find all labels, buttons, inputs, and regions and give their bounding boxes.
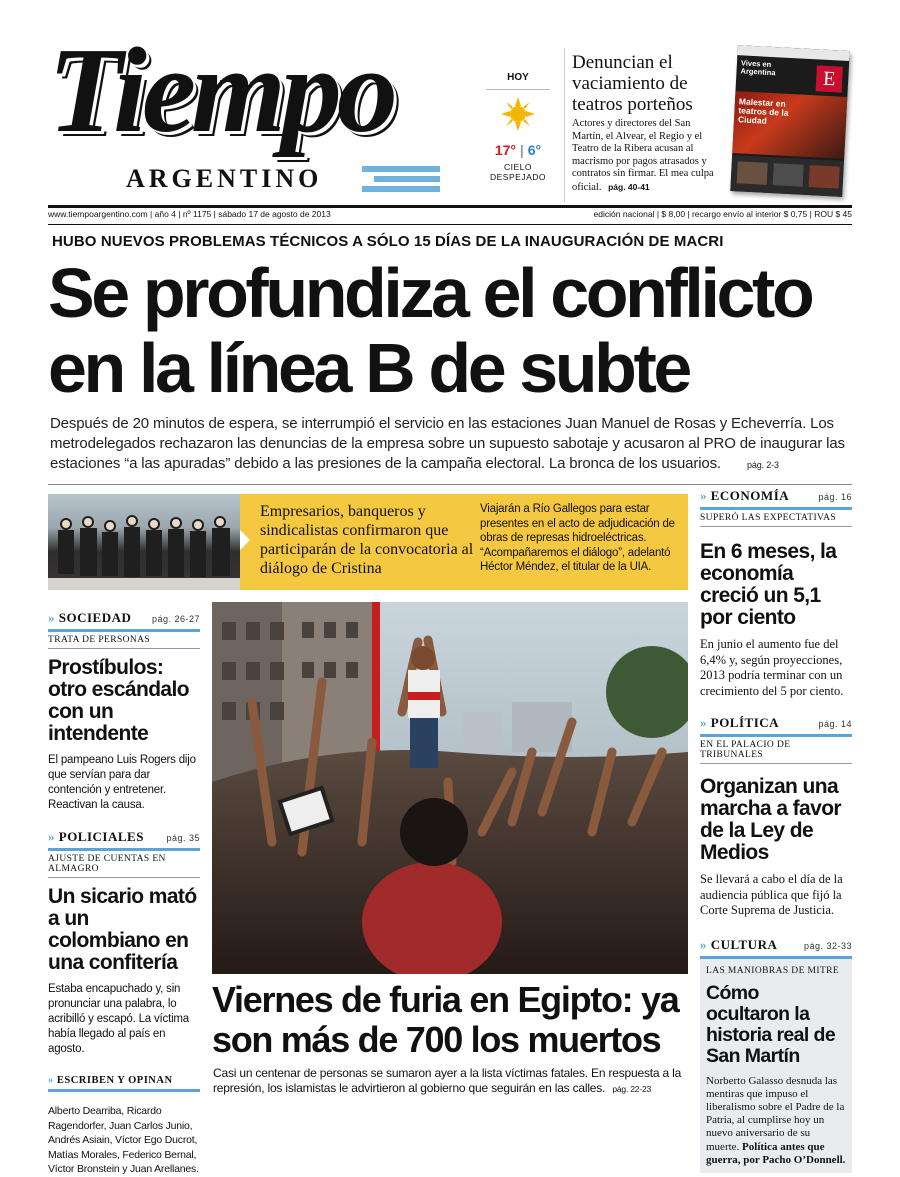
economia-kicker: SUPERÓ LAS EXPECTATIVAS <box>700 510 852 527</box>
promo-box[interactable] <box>568 48 848 202</box>
logo-subtitle: ARGENTINO <box>126 164 323 193</box>
policiales-body: Estaba encapuchado y, sin pronunciar una palabra, lo acribilló y escapó. La víctima había llegado al país en agosto. <box>48 983 190 1055</box>
dateline-right: edición nacional | $ 8,00 | recargo envío al interior $ 0,75 | ROU $ 45 <box>593 209 852 219</box>
lead-page-ref: pág. 2-3 <box>746 460 779 470</box>
flag-stripes <box>362 166 440 192</box>
policiales-page-ref: pág. 35 <box>166 833 200 843</box>
economia-page-ref: pág. 16 <box>818 492 852 502</box>
section-economia[interactable]: » ECONOMÍA pág. 16 <box>700 488 852 510</box>
lead-body: Después de 20 minutos de espera, se interrumpió el servicio en las estaciones Juan Manuel de Rosas y Echeverría. Los metrodelegados rechazaron las denuncias de la empresa sobre un supuesto sabotaje y acusaron al PRO de inaugurar las estaciones “a las apuradas” debido a las presiones de la campaña electoral. La bronca de los usuarios. pág. 2-3 <box>50 415 845 472</box>
left-column <box>48 610 200 1177</box>
dateline-left: www.tiempoargentino.com | año 4 | nº 1175 | sábado 17 de agosto de 2013 <box>48 209 331 219</box>
cultura-page-ref: pág. 32-33 <box>803 940 852 951</box>
lead-headline-line2: en la línea B de subte <box>48 329 689 407</box>
cover-logo: E <box>816 65 843 92</box>
egypt-headline-line1: Viernes de furia en Egipto: ya <box>212 979 679 1020</box>
promo-body: Actores y directores del San Martín, el Alvear, el Regio y el Teatro de la Ribera acusan al macrismo por pagos atrasados y contratos sin firmar. El mea culpa oficial. pág. 40-41 <box>572 118 714 193</box>
cultura-body-bold: Política antes que guerra, por Pacho O’Donnell. <box>706 1140 846 1166</box>
magazine-cover[interactable] <box>730 45 849 197</box>
policiales-kicker: AJUSTE DE CUENTAS EN ALMAGRO <box>48 851 200 878</box>
weather-condition-1: CIELO <box>503 162 532 172</box>
egypt-page-ref: pág. 22-23 <box>612 1084 652 1094</box>
logo-word: Tiempo <box>48 23 393 158</box>
opinion-body: Alberto Dearriba, Ricardo Ragendorfer, Juan Carlos Junio, Andrés Asiain, Víctor Ego Ducrot, Matías Morales, Federico Bernal, Víctor Bronstein y Juan Arellanes. <box>48 1105 199 1175</box>
egypt-body: Casi un centenar de personas se sumaron ayer a la lista víctimas fatales. En respuesta a la represión, los islamistas le advirtieron al gobierno que seguirán en las calles. pág. 22-23 <box>213 1066 682 1095</box>
promo-headline: Denuncian el vaciamiento de teatros porteños <box>572 52 693 115</box>
cultura-headline: Cómo ocultaron la historia real de San Martín <box>706 981 836 1067</box>
politica-page-ref: pág. 14 <box>818 719 852 729</box>
section-politica[interactable]: » POLÍTICA pág. 14 <box>700 715 852 737</box>
cover-headline: Malestar en teatros de la Ciudad <box>737 96 789 126</box>
dateline-rule <box>48 224 852 225</box>
section-policiales[interactable]: » POLICIALES pág. 35 <box>48 829 200 851</box>
weather-box: HOY 17° | 6° CIELO DESPEJADO <box>482 72 554 202</box>
right-column <box>700 488 852 1173</box>
politica-kicker: EN EL PALACIO DE TRIBUNALES <box>700 737 852 764</box>
policiales-headline[interactable]: Un sicario mató a un colombiano en una confitería <box>48 885 197 974</box>
sociedad-kicker: TRATA DE PERSONAS <box>48 632 200 649</box>
economia-body: En junio el aumento fue del 6,4% y, según proyecciones, 2013 podría terminar con un crecimiento del 5 por ciento. <box>700 637 844 698</box>
lead-kicker: HUBO NUEVOS PROBLEMAS TÉCNICOS A SÓLO 15 DÍAS DE LA INAUGURACIÓN DE MACRI <box>52 233 724 250</box>
lead-headline[interactable] <box>48 256 858 406</box>
masthead-logo <box>48 23 458 200</box>
egypt-headline[interactable] <box>212 980 702 1060</box>
temp-max: 17° <box>494 142 517 158</box>
sociedad-body: El pampeano Luis Rogers dijo que servían para dar contención y entretener. Reactivan la causa. <box>48 754 196 811</box>
dialog-box[interactable] <box>240 494 688 590</box>
cultura-box[interactable] <box>700 959 852 1173</box>
lead-headline-line1: Se profundiza el conflicto <box>48 254 812 332</box>
dialog-photo[interactable] <box>48 494 240 590</box>
dateline <box>48 209 852 223</box>
protest-crowd-illustration <box>212 602 688 974</box>
egypt-headline-line2: son más de 700 los muertos <box>212 1019 661 1060</box>
politica-headline[interactable]: Organizan una marcha a favor de la Ley de Medios <box>700 775 842 864</box>
cover-tag: Vives en Argentina <box>740 58 776 78</box>
sociedad-headline[interactable]: Prostíbulos: otro escándalo con un intendente <box>48 656 189 745</box>
lead-rule <box>48 484 852 485</box>
masthead-rule <box>48 205 852 208</box>
sun-icon <box>500 96 536 132</box>
cultura-kicker: LAS MANIOBRAS DE MITRE <box>706 965 840 976</box>
section-opinion[interactable]: » ESCRIBEN Y OPINAN <box>48 1075 200 1092</box>
promo-page-ref: pág. 40-41 <box>608 181 650 192</box>
temp-min: 6° <box>527 142 542 158</box>
section-cultura[interactable]: » CULTURA pág. 32-33 <box>700 937 852 959</box>
cultura-body: Norberto Galasso desnuda las mentiras que impuso el liberalismo sobre el Padre de la Patria, al cumplirse hoy un nuevo aniversario de su muerte. Política antes que guerra, por Pacho O’Donnell. <box>706 1074 846 1166</box>
economia-headline[interactable]: En 6 meses, la economía creció un 5,1 por ciento <box>700 540 837 629</box>
dialog-headline: Empresarios, banqueros y sindicalistas confirmaron que participarán de la convocatoria al diálogo de Cristina <box>260 503 474 577</box>
politica-body: Se llevará a cabo el día de la audiencia pública que fijó la Corte Suprema de Justicia. <box>700 872 843 917</box>
section-sociedad[interactable]: » SOCIEDAD pág. 26-27 <box>48 610 200 632</box>
dialog-body: Viajarán a Río Gallegos para estar presentes en el acto de adjudicación de obras de represas hidroeléctricas. “Acompañaremos el diálogo”, adelantó Héctor Méndez, el titular de la UIA. <box>480 503 675 573</box>
weather-condition-2: DESPEJADO <box>490 172 546 182</box>
egypt-photo[interactable] <box>212 602 688 974</box>
weather-label: HOY <box>507 72 529 83</box>
group-photo-figures <box>48 494 240 590</box>
sociedad-page-ref: pág. 26-27 <box>151 614 200 624</box>
